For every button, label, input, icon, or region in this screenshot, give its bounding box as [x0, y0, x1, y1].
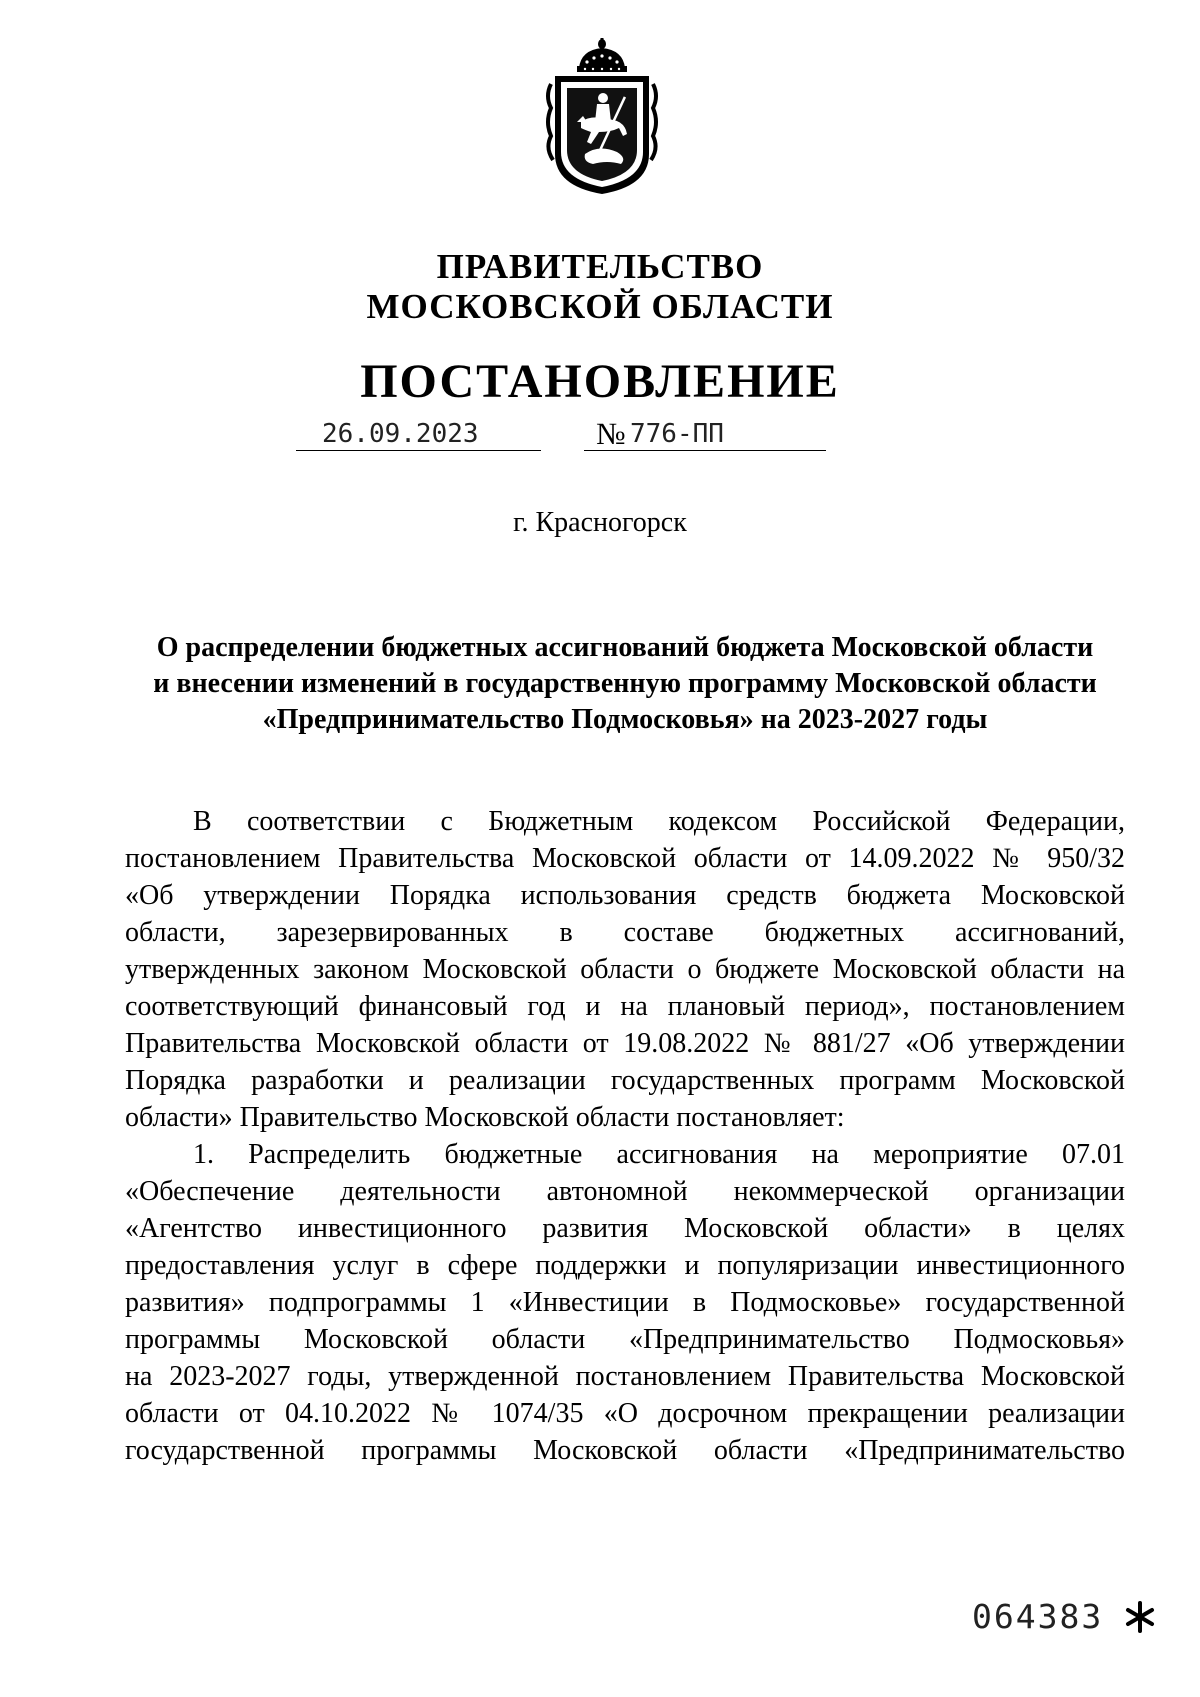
- body-line: «Агентство инвестиционного развития Московской области» в целях: [125, 1213, 1125, 1244]
- body-line: 1. Распределить бюджетные ассигнования на мероприятие 07.01: [193, 1139, 1125, 1170]
- title-line: О распределении бюджетных ассигнований бюджета Московской области: [156, 632, 1094, 663]
- body-line: постановлением Правительства Московской области от 14.09.2022 № 950/32: [125, 843, 1125, 874]
- body-line: государственной программы Московской области «Предпринимательство: [125, 1435, 1125, 1466]
- body-line: на 2023-2027 годы, утвержденной постановлением Правительства Московской: [125, 1361, 1125, 1392]
- asterisk-icon: [1123, 1600, 1157, 1634]
- city: г. Красногорск: [513, 507, 687, 538]
- body-line: «Об утверждении Порядка использования средств бюджета Московской: [125, 880, 1125, 911]
- body-line: области» Правительство Московской области постановляет:: [125, 1102, 845, 1133]
- document-number: 776-ПП: [630, 419, 724, 449]
- body-line: «Обеспечение деятельности автономной некоммерческой организации: [125, 1176, 1125, 1207]
- document-type: ПОСТАНОВЛЕНИЕ: [360, 355, 840, 408]
- authority-name-line2: МОСКОВСКОЙ ОБЛАСТИ: [366, 287, 834, 326]
- number-sign: №: [596, 416, 626, 451]
- serial-number: 064383: [972, 1597, 1104, 1636]
- coat-of-arms-icon: [541, 36, 663, 196]
- date-underline: [296, 450, 541, 451]
- body-line: соответствующий финансовый год и на плановый период», постановлением: [125, 991, 1125, 1022]
- title-line: и внесении изменений в государственную программу Московской области: [153, 668, 1097, 699]
- title-line: «Предпринимательство Подмосковья» на 2023-2027 годы: [262, 704, 988, 735]
- document-title: [125, 630, 1125, 738]
- body-line: Правительства Московской области от 19.08.2022 № 881/27 «Об утверждении: [125, 1028, 1125, 1059]
- body-line: В соответствии с Бюджетным кодексом Российской Федерации,: [193, 806, 1125, 837]
- document-body: [125, 803, 1125, 1469]
- body-line: области, зарезервированных в составе бюджетных ассигнований,: [125, 917, 1125, 948]
- body-line: программы Московской области «Предпринимательство Подмосковья»: [125, 1324, 1125, 1355]
- body-line: области от 04.10.2022 № 1074/35 «О досрочном прекращении реализации: [125, 1398, 1125, 1429]
- body-line: предоставления услуг в сфере поддержки и популяризации инвестиционного: [125, 1250, 1125, 1281]
- number-underline: [584, 450, 826, 451]
- body-line: развития» подпрограммы 1 «Инвестиции в Подмосковье» государственной: [125, 1287, 1125, 1318]
- body-line: утвержденных законом Московской области о бюджете Московской области на: [125, 954, 1125, 985]
- authority-name-line1: ПРАВИТЕЛЬСТВО: [436, 247, 764, 286]
- body-line: Порядка разработки и реализации государственных программ Московской: [125, 1065, 1125, 1096]
- document-date: 26.09.2023: [322, 419, 479, 449]
